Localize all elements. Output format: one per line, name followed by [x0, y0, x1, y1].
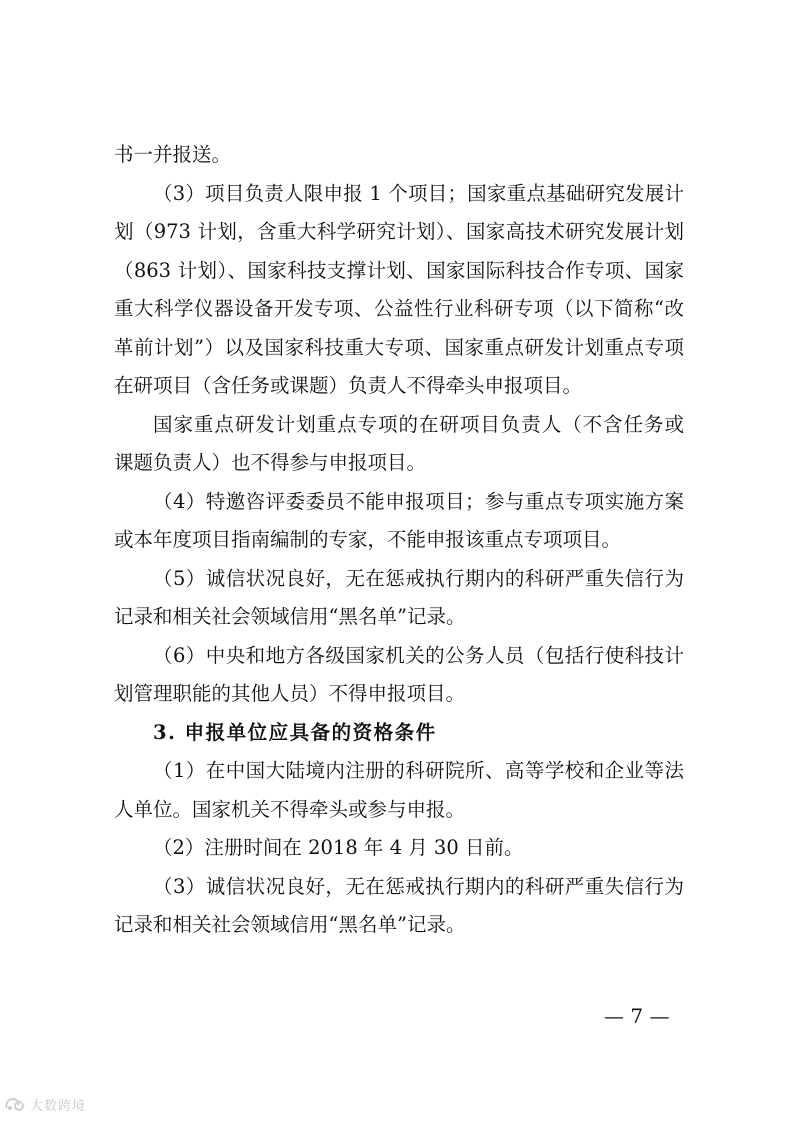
- paragraph-line: 在研项目（含任务或课题）负责人不得牵头申报项目。: [114, 374, 583, 397]
- paragraph-line: 划（973 计划，含重大科学研究计划）、国家高技术研究发展计划: [114, 220, 684, 243]
- paragraph-line: （6）中央和地方各级国家机关的公务人员（包括行使科技计: [153, 643, 684, 667]
- section-heading: 3. 申报单位应具备的资格条件: [153, 720, 437, 744]
- paragraph-line: 人单位。国家机关不得牵头或参与申报。: [114, 797, 466, 821]
- paragraph-line: （2）注册时间在 2018 年 4 月 30 日前。: [153, 836, 524, 859]
- paragraph-line: （4）特邀咨评委委员不能申报项目；参与重点专项实施方案: [153, 489, 684, 513]
- paragraph-line: 重大科学仪器设备开发专项、公益性行业科研专项（以下简称“改: [114, 297, 684, 320]
- paragraph-line: （5）诚信状况良好，无在惩戒执行期内的科研严重失信行为: [153, 566, 684, 590]
- paragraph-line: （3）项目负责人限申报 1 个项目；国家重点基础研究发展计: [153, 181, 684, 205]
- document-body: [114, 136, 684, 945]
- paragraph-line: 记录和相关社会领域信用“黑名单”记录。: [114, 605, 466, 628]
- watermark-logo-icon: [4, 1095, 26, 1113]
- paragraph-line: 革前计划”）以及国家科技重大专项、国家重点研发计划重点专项: [114, 335, 684, 359]
- paragraph-line: 划管理职能的其他人员）不得申报项目。: [114, 682, 466, 705]
- paragraph-line: （863 计划）、国家科技支撑计划、国家国际科技合作专项、国家: [114, 258, 684, 282]
- watermark: [4, 1093, 86, 1115]
- paragraph-line: （3）诚信状况良好，无在惩戒执行期内的科研严重失信行为: [153, 874, 684, 898]
- paragraph-line: 或本年度项目指南编制的专家，不能申报该重点专项项目。: [114, 528, 622, 551]
- watermark-text: 大数跨境: [30, 1098, 87, 1114]
- paragraph-line: （1）在中国大陆境内注册的科研院所、高等学校和企业等法: [153, 759, 684, 782]
- paragraph-line: 国家重点研发计划重点专项的在研项目负责人（不含任务或: [153, 412, 684, 436]
- paragraph-line: 记录和相关社会领域信用“黑名单”记录。: [114, 913, 466, 936]
- paragraph-line: 课题负责人）也不得参与申报项目。: [114, 451, 427, 474]
- paragraph-line: 书一并报送。: [114, 143, 232, 166]
- page-number: — 7 —: [604, 1004, 670, 1028]
